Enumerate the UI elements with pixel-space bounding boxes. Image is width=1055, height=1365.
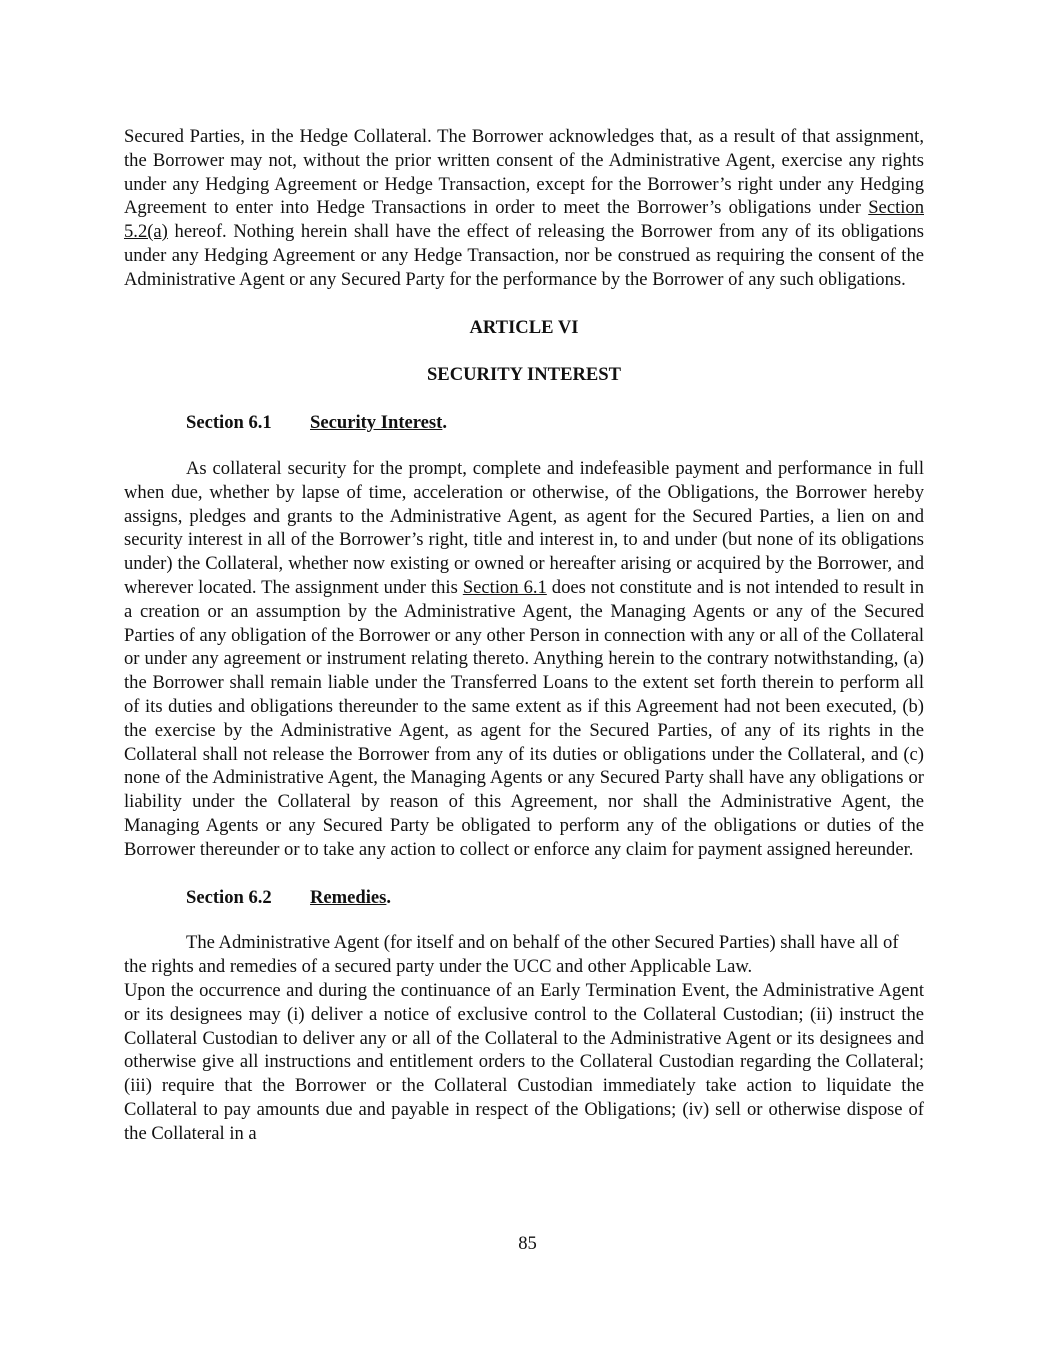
article-heading: ARTICLE VI (469, 316, 579, 338)
section-6-2-title: Remedies (310, 886, 387, 908)
section-6-2-paragraph: Upon the occurrence and during the continuance of an Early Termination Event, the Administrative Agent or its designees may (i) deliver a notice of exclusive control to the Collateral Custodian; (ii) instruct the Collateral Custodian to deliver any or all of the Collateral to the Administrative Agent or its designees and otherwise give all instructions and entitlement orders to the Collateral Custodian regarding the Collateral; (iii) require that the Borrower or the Collateral Custodian immediately take action to liquidate the Collateral to pay amounts due and payable in respect of the Obligations; (iv) sell or otherwise dispose of the Collateral in a (124, 979, 924, 1144)
section-6-1-heading (124, 411, 924, 435)
page-number: 85 (518, 1233, 537, 1254)
section-5-2a-reference: Section 5.2(a) (124, 197, 924, 243)
section-6-2-first-line: The Administrative Agent (for itself and on behalf of the other Secured Parties) shall have all of the rights and remedies of a secured party under the UCC and other Applicable Law. (124, 932, 899, 978)
section-6-1-title: Security Interest (310, 412, 443, 434)
section-6-1-title-punct: . (442, 412, 448, 434)
section-6-1-text-b: does not constitute and is not intended to result in a creation or an assumption by the Administrative Agent, the Managing Agents or any of the Secured Parties of any obligation of the Borrower or any other Person in connection with any or all of the Collateral or under any agreement or instrument relating thereto. Anything herein to the contrary notwithstanding, (a) the Borrower shall remain liable under the Transferred Loans to the extent set forth therein to perform all of its duties and obligations thereunder to the same extent as if this Agreement had not been executed, (b) the exercise by the Administrative Agent, as agent for the Secured Parties, of any of its rights in the Collateral shall not release the Borrower from any of its duties or obligations under the Collateral, and (c) none of the Administrative Agent, the Managing Agents or any Secured Party shall have any obligations or liability under the Collateral by reason of this Agreement, nor shall the Administrative Agent, the Managing Agents or any Secured Party be obligated to perform any of the obligations or duties of the Borrower thereunder or to take any action to collect or enforce any claim for payment assigned hereunder. (124, 576, 925, 860)
section-6-1-paragraph (124, 457, 924, 862)
section-6-2-number: Section 6.2 (186, 886, 272, 908)
section-6-1-reference: Section 6.1 (462, 576, 547, 598)
continuation-text-b: hereof. Nothing herein shall have the effect of releasing the Borrower from any of its obligations under any Hedging Agreement or any Hedge Transaction, nor be construed as requiring the consent of the Administrative Agent or any Secured Party for the performance by the Borrower of any such obligations. (124, 221, 924, 290)
continuation-text-a: Secured Parties, in the Hedge Collateral. The Borrower acknowledges that, as a result of that assignment, the Borrower may not, without the prior written consent of the Administrative Agent, exercise any rights under any Hedging Agreement or Hedge Transaction, except for the Borrower’s right under any Hedging Agreement to enter into Hedge Transactions in order to meet the Borrower’s obligations under (124, 126, 924, 219)
continuation-paragraph (124, 125, 924, 292)
section-6-1-number: Section 6.1 (186, 412, 272, 434)
section-6-1-text-a: As collateral security for the prompt, complete and indefeasible payment and performance in full when due, whether by lapse of time, acceleration or otherwise, of the Obligations, the Borrower hereby assigns, pledges and grants to the Administrative Agent, as agent for the Secured Parties, a lien on and security interest in all of the Borrower’s right, title and interest in, to and under (but none of its obligations under) the Collateral, whether now existing or owned or hereafter arising or acquired by the Borrower, and wherever located. The assignment under this (124, 457, 924, 598)
article-subject: SECURITY INTEREST (426, 364, 622, 386)
section-6-2-heading (124, 886, 924, 910)
section-6-2-title-punct: . (386, 886, 392, 908)
document-page (124, 125, 924, 1145)
